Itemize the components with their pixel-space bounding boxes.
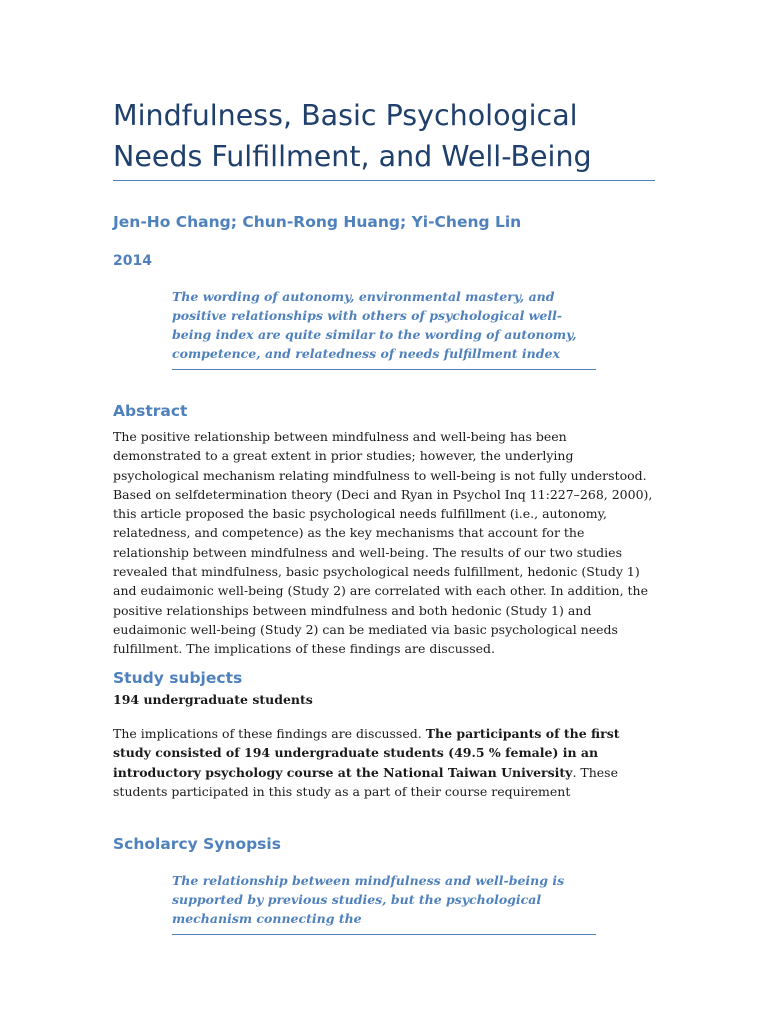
study-subjects-intro: The implications of these findings are discussed.: [113, 726, 426, 741]
synopsis-heading: Scholarcy Synopsis: [113, 835, 281, 853]
page-title: Mindfulness, Basic Psychological Needs Fulfillment, and Well-Being: [113, 99, 592, 173]
study-subjects-text: [113, 724, 658, 801]
study-subjects-bold: The participants of the first study consisted of 194 undergraduate students (49.5 % female) in an introductory psychology course at the National Taiwan University: [113, 726, 620, 780]
publication-year: 2014: [113, 253, 152, 269]
abstract-text: The positive relationship between mindfulness and well-being has been demonstrated to a great extent in prior studies; however, the underlying psychological mechanism relating mindfulness to well-being is not fully understood. Based on selfdetermination theory (Deci and Ryan in Psychol Inq 11:227–268, 2000), this article proposed the basic psychological needs fulfillment (i.e., autonomy, relatedness, and competence) as the key mechanisms that account for the relationship between mindfulness and well-being. The results of our two studies revealed that mindfulness, basic psychological needs fulfillment, hedonic (Study 1) and eudaimonic well-being (Study 2) are correlated with each other. In addition, the positive relationships between mindfulness and both hedonic (Study 1) and eudaimonic well-being (Study 2) can be mediated via basic psychological needs fulfillment. The implications of these findings are discussed.: [113, 429, 653, 657]
authors-line: Jen-Ho Chang; Chun-Rong Huang; Yi-Cheng Lin: [113, 213, 522, 231]
abstract-heading: Abstract: [113, 402, 188, 420]
highlight-quote: The wording of autonomy, environmental mastery, and positive relationships with others of psychological well-being index are quite similar to the wording of autonomy, competence, and relatedness of needs fulfillment index: [172, 287, 596, 370]
title-divider: [113, 180, 655, 181]
study-subjects-end: . These students participated in this study as a part of their course requirement: [113, 764, 618, 799]
study-subjects-heading: Study subjects: [113, 669, 243, 687]
study-subjects-summary: 194 undergraduate students: [113, 692, 313, 707]
synopsis-quote: The relationship between mindfulness and well-being is supported by previous studies, but the psychological mechanism connecting the: [172, 871, 596, 935]
